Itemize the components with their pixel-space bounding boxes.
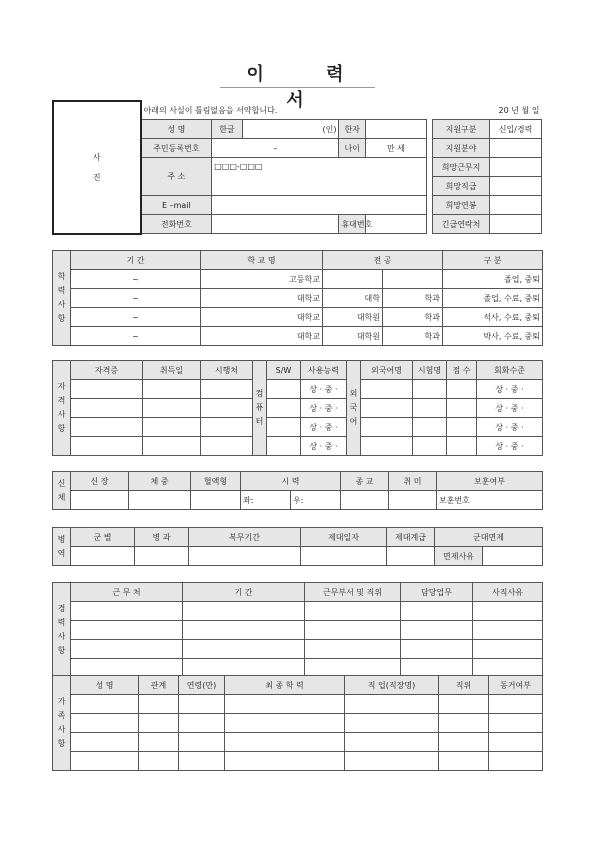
speaking-level[interactable]: 상 · 중 · bbox=[477, 418, 543, 437]
dept-position-label: 근무부서 및 직위 bbox=[305, 583, 401, 602]
edu-school[interactable]: 고등학교 bbox=[201, 270, 323, 289]
foreign-label: 외 국 어 bbox=[347, 361, 361, 456]
military-table bbox=[52, 527, 543, 566]
sw-level[interactable]: 상 · 중 · bbox=[301, 399, 347, 418]
hobby-field[interactable] bbox=[389, 491, 437, 510]
edu-major-b[interactable]: 학과 bbox=[383, 327, 443, 346]
hope-position-field[interactable] bbox=[490, 177, 542, 196]
fam-edu-label: 최 종 학 력 bbox=[225, 676, 345, 695]
apply-type-label: 지원구분 bbox=[433, 120, 490, 139]
military-side-label: 병 역 bbox=[53, 528, 71, 566]
speaking-level[interactable]: 상 · 중 · bbox=[477, 399, 543, 418]
table-row bbox=[53, 733, 543, 752]
table-row bbox=[53, 640, 543, 659]
hobby-label: 취 미 bbox=[389, 472, 437, 491]
edu-status[interactable]: 졸업, 수료, 중퇴 bbox=[443, 289, 543, 308]
name-hangul-field[interactable]: (인) bbox=[242, 120, 339, 139]
table-row bbox=[53, 380, 543, 399]
edu-major-a[interactable]: 대학원 bbox=[323, 308, 383, 327]
weight-label: 체 중 bbox=[129, 472, 191, 491]
table-row bbox=[53, 621, 543, 640]
hope-salary-label: 희망연봉 bbox=[433, 196, 490, 215]
edu-period[interactable]: ~ bbox=[71, 270, 201, 289]
mobile-label: 휴대번호 bbox=[339, 215, 365, 234]
discharge-date-label: 제대일자 bbox=[301, 528, 387, 547]
edu-header-status: 구 분 bbox=[443, 251, 543, 270]
sw-level[interactable]: 상 · 중 · bbox=[301, 380, 347, 399]
edu-status[interactable]: 석사, 수료, 중퇴 bbox=[443, 308, 543, 327]
blood-field[interactable] bbox=[191, 491, 241, 510]
rrn-field[interactable]: – bbox=[212, 139, 339, 158]
table-row bbox=[53, 602, 543, 621]
edu-school[interactable]: 대학교 bbox=[201, 327, 323, 346]
email-field[interactable] bbox=[212, 196, 427, 215]
q-header-speaking: 회화수준 bbox=[477, 361, 543, 380]
family-side-label: 가 족 사 항 bbox=[53, 676, 71, 771]
education-table bbox=[52, 250, 543, 346]
career-side-label: 경 력 사 항 bbox=[53, 583, 71, 678]
table-row bbox=[53, 437, 543, 456]
edu-period[interactable]: ~ bbox=[71, 308, 201, 327]
name-hanja-field[interactable] bbox=[365, 120, 426, 139]
hope-location-field[interactable] bbox=[490, 158, 542, 177]
eye-right-field[interactable]: 우: bbox=[291, 491, 341, 510]
sw-level[interactable]: 상 · 중 · bbox=[301, 437, 347, 456]
duty-label: 담당업무 bbox=[401, 583, 473, 602]
date-line: 20 년 월 일 bbox=[498, 105, 540, 115]
edu-status[interactable]: 박사, 수료, 중퇴 bbox=[443, 327, 543, 346]
edu-major-a[interactable]: 대학원 bbox=[323, 327, 383, 346]
qualification-side-label: 자 격 사 항 bbox=[53, 361, 71, 456]
emergency-field[interactable] bbox=[490, 215, 542, 234]
religion-label: 종 교 bbox=[341, 472, 389, 491]
body-info-table bbox=[52, 471, 543, 510]
veteran-label: 보훈여부 bbox=[437, 472, 543, 491]
personal-info-table bbox=[52, 100, 542, 235]
title-underline bbox=[220, 87, 375, 88]
page-title: 이 력 서 bbox=[246, 64, 372, 111]
apply-type-field[interactable]: 신입/경력 bbox=[490, 120, 542, 139]
computer-label: 컴 퓨 터 bbox=[253, 361, 267, 456]
exemption-label: 군대면제 bbox=[435, 528, 543, 547]
edu-header-school: 학 교 명 bbox=[201, 251, 323, 270]
hope-position-label: 희망직급 bbox=[433, 177, 490, 196]
service-period-field[interactable] bbox=[189, 547, 301, 566]
hope-location-label: 희망근무지 bbox=[433, 158, 490, 177]
q-header-cert: 자격증 bbox=[71, 361, 143, 380]
speaking-level[interactable]: 상 · 중 · bbox=[477, 437, 543, 456]
age-label: 나이 bbox=[339, 139, 365, 158]
q-header-exam: 시험명 bbox=[413, 361, 447, 380]
hangul-label: 한글 bbox=[212, 120, 243, 139]
edu-major-a[interactable] bbox=[323, 270, 383, 289]
edu-major-b[interactable]: 학과 bbox=[383, 308, 443, 327]
sw-level[interactable]: 상 · 중 · bbox=[301, 418, 347, 437]
exempt-reason-field[interactable] bbox=[483, 547, 543, 566]
mobile-field[interactable] bbox=[365, 215, 426, 234]
exempt-reason-label: 면제사유 bbox=[435, 547, 483, 566]
apply-field-field[interactable] bbox=[490, 139, 542, 158]
table-row bbox=[53, 418, 543, 437]
eye-left-field[interactable]: 좌: bbox=[241, 491, 291, 510]
religion-field[interactable] bbox=[341, 491, 389, 510]
table-row bbox=[53, 714, 543, 733]
corps-label: 병 과 bbox=[135, 528, 189, 547]
q-header-issuer: 시행처 bbox=[201, 361, 253, 380]
phone-label: 전화번호 bbox=[141, 215, 212, 234]
fam-position-label: 직위 bbox=[439, 676, 489, 695]
q-header-score: 점 수 bbox=[447, 361, 477, 380]
edu-period[interactable]: ~ bbox=[71, 289, 201, 308]
body-side-label: 신 체 bbox=[53, 472, 71, 510]
eyesight-label: 시 력 bbox=[241, 472, 341, 491]
height-field[interactable] bbox=[71, 491, 129, 510]
declaration: 아래의 사실이 틀림없음을 서약합니다. bbox=[143, 105, 278, 115]
fam-relation-label: 관계 bbox=[139, 676, 179, 695]
speaking-level[interactable]: 상 · 중 · bbox=[477, 380, 543, 399]
fam-cohabit-label: 동거여부 bbox=[489, 676, 543, 695]
edu-major-b[interactable] bbox=[383, 270, 443, 289]
table-row bbox=[53, 695, 543, 714]
q-header-ability: 사용능력 bbox=[301, 361, 347, 380]
edu-school[interactable]: 대학교 bbox=[201, 308, 323, 327]
edu-school[interactable]: 대학교 bbox=[201, 289, 323, 308]
age-field[interactable]: 만 세 bbox=[365, 139, 426, 158]
email-label: E –mail bbox=[141, 196, 212, 215]
discharge-date-field[interactable] bbox=[301, 547, 387, 566]
service-period-label: 복무기간 bbox=[189, 528, 301, 547]
edu-header-period: 기 간 bbox=[71, 251, 201, 270]
edu-status[interactable]: 졸업, 중퇴 bbox=[443, 270, 543, 289]
apply-field-label: 지원분야 bbox=[433, 139, 490, 158]
table-row bbox=[53, 270, 543, 289]
discharge-rank-field[interactable] bbox=[387, 547, 435, 566]
q-header-sw: S/W bbox=[267, 361, 301, 380]
height-label: 신 장 bbox=[71, 472, 129, 491]
address-label: 주 소 bbox=[141, 158, 212, 196]
discharge-rank-label: 제대계급 bbox=[387, 528, 435, 547]
address-field[interactable]: □□□-□□□ bbox=[212, 158, 427, 196]
photo-box[interactable]: 사 진 bbox=[53, 101, 141, 234]
resign-reason-label: 사직사유 bbox=[473, 583, 543, 602]
name-label: 성 명 bbox=[141, 120, 212, 139]
qualification-table bbox=[52, 360, 543, 456]
blood-label: 혈액형 bbox=[191, 472, 241, 491]
q-header-lang: 외국어명 bbox=[361, 361, 413, 380]
q-header-date: 취득일 bbox=[143, 361, 201, 380]
family-table bbox=[52, 675, 543, 771]
fam-age-label: 연령(만) bbox=[179, 676, 225, 695]
emergency-label: 긴급연락처 bbox=[433, 215, 490, 234]
table-row bbox=[53, 327, 543, 346]
hanja-label: 한자 bbox=[339, 120, 365, 139]
table-row bbox=[53, 399, 543, 418]
edu-major-b[interactable]: 학과 bbox=[383, 289, 443, 308]
workplace-label: 근 무 처 bbox=[71, 583, 183, 602]
edu-header-major: 전 공 bbox=[323, 251, 443, 270]
fam-job-label: 직 업(직장명) bbox=[345, 676, 439, 695]
table-row bbox=[53, 308, 543, 327]
career-table bbox=[52, 582, 543, 678]
phone-field[interactable] bbox=[212, 215, 339, 234]
table-row bbox=[53, 752, 543, 771]
veteran-no-field[interactable]: 보훈번호 bbox=[437, 491, 543, 510]
fam-name-label: 성 명 bbox=[71, 676, 139, 695]
education-side-label: 학 력 사 항 bbox=[53, 251, 71, 346]
hope-salary-field[interactable] bbox=[490, 196, 542, 215]
rrn-label: 주민등록번호 bbox=[141, 139, 212, 158]
table-row bbox=[53, 289, 543, 308]
corps-field[interactable] bbox=[135, 547, 189, 566]
career-period-label: 기 간 bbox=[183, 583, 305, 602]
edu-major-a[interactable]: 대학 bbox=[323, 289, 383, 308]
branch-label: 군 별 bbox=[71, 528, 135, 547]
edu-period[interactable]: ~ bbox=[71, 327, 201, 346]
branch-field[interactable] bbox=[71, 547, 135, 566]
weight-field[interactable] bbox=[129, 491, 191, 510]
